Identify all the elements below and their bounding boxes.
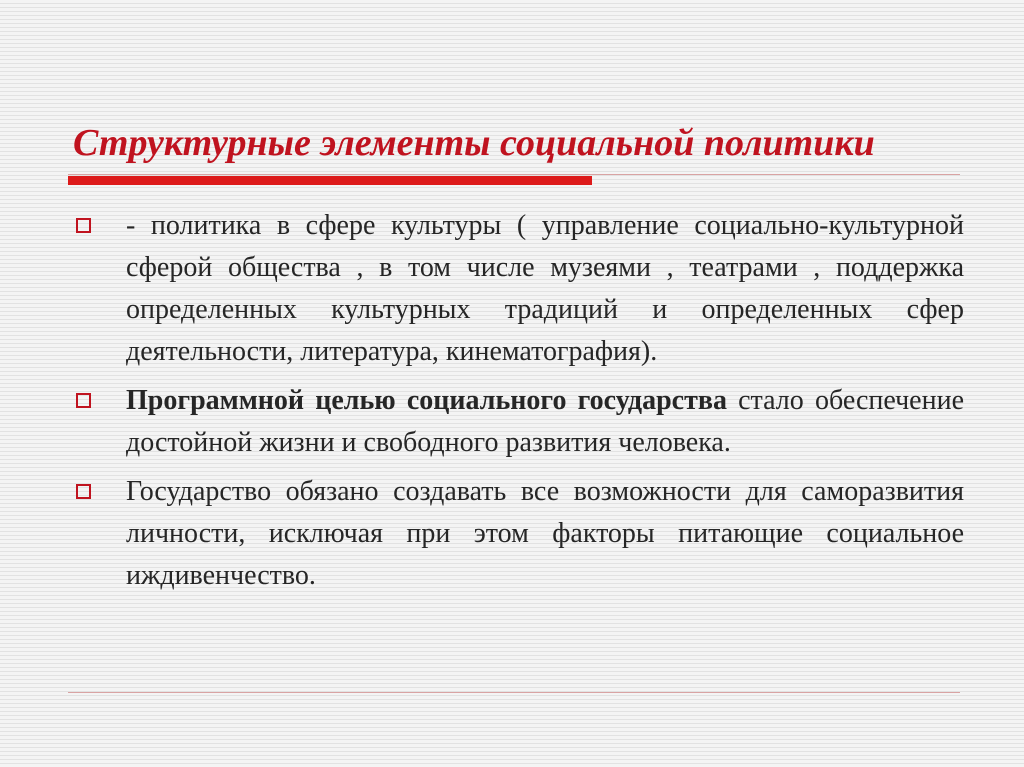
bullet-text: стало обеспечение достойной жизни и свободного развития человека.	[126, 385, 964, 458]
slide-title: Структурные элементы социальной политики	[73, 122, 875, 164]
bullet-text: - политика в сфере культуры ( управление социально-культурной сферой общества , в том числе музеями , театрами , поддержка определенных культурных традиций и определенных сфер деятельности, литература, кинематография).	[126, 210, 964, 367]
title-divider-thin	[68, 174, 960, 175]
bullet-list	[76, 205, 964, 597]
bullet-text: Государство обязано создавать все возможности для саморазвития личности, исключая при этом факторы питающие социальное иждивенчество.	[126, 476, 964, 591]
hollow-square-icon	[76, 484, 91, 499]
hollow-square-icon	[76, 393, 91, 408]
footer-divider	[68, 692, 960, 693]
bullet-bold-text: Программной целью социального государства	[126, 385, 727, 416]
bullet-item-state-duty	[76, 471, 964, 597]
bullet-item-culture-policy	[76, 205, 964, 373]
hollow-square-icon	[76, 218, 91, 233]
title-divider-accent	[68, 176, 592, 185]
bullet-item-program-goal	[76, 380, 964, 464]
